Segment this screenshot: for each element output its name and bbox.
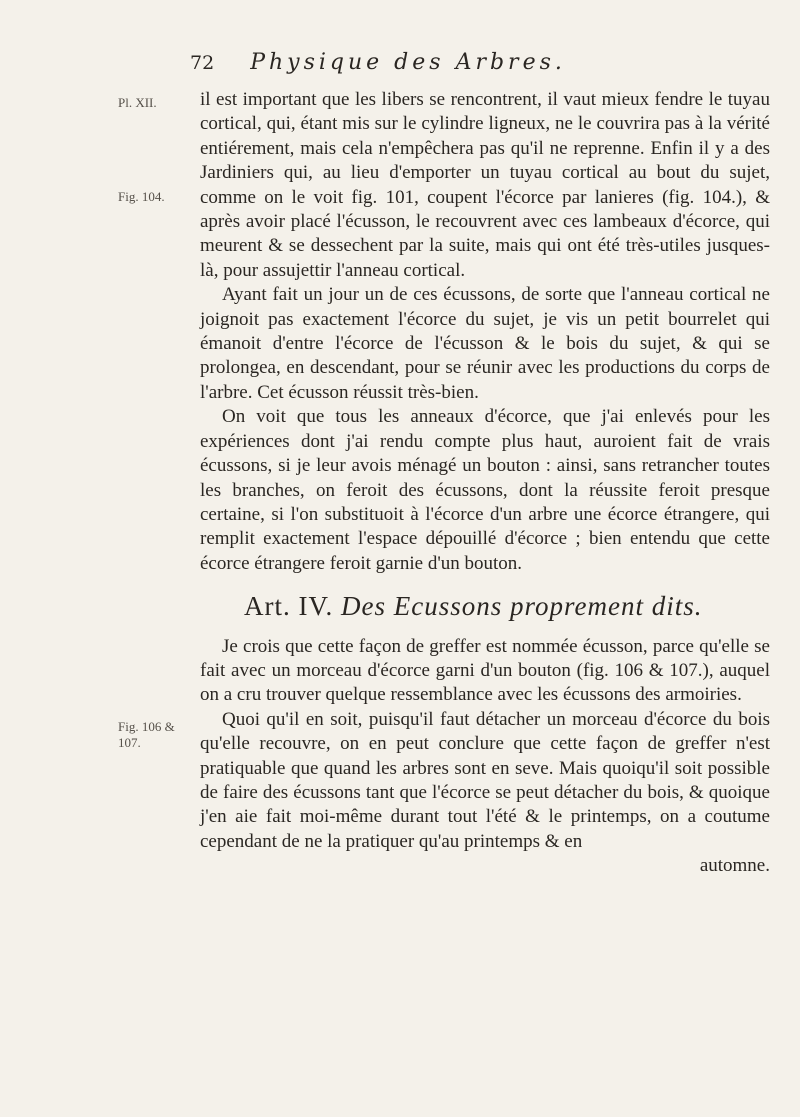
paragraph: On voit que tous les anneaux d'écorce, que j'ai enlevés pour les expériences dont j'ai rendu compte plus haut, auroient fait de vrais écussons, si je leur avois ménagé un bouton : ainsi, sans retrancher toutes les branches, on feroit des écussons, dont la réussite feroit presque certaine, si l'on substituoit à l'écorce d'un arbre une écorce étrangere, qui remplit exactement l'espace dépouillé d'écorce ; bien entendu que cette écorce étrangere feroit garnie d'un bouton. [200, 406, 770, 574]
margin-note-plate: Pl. XII. [118, 95, 157, 110]
page-number: 72 [190, 52, 215, 74]
margin-note-fig-107: 107. [118, 735, 141, 750]
article-heading [244, 591, 770, 622]
running-header [190, 50, 750, 75]
article-label: Art. IV. [244, 591, 334, 622]
last-word: automne. [699, 855, 770, 877]
running-title: Physique des Arbres. [250, 50, 566, 75]
margin-note-fig-104: Fig. 104. [118, 189, 165, 204]
paragraph: Ayant fait un jour un de ces écussons, de sorte que l'anneau cortical ne joignoit pas exactement l'écorce du sujet, je vis un petit bourrelet qui émanoit d'entre l'écorce de l'écusson & le bois du sujet, & qui se prolongea, en descendant, pour se réunir avec les productions du corps de l'arbre. Cet écusson réussit très-bien. [200, 284, 770, 403]
article-title: Des Ecussons proprement dits. [341, 591, 703, 622]
paragraph: il est important que les libers se rencontrent, il vaut mieux fendre le tuyau cortical, qui, étant mis sur le cylindre ligneux, ne le couvrira pas à la vérité entiérement, mais cela n'empêchera pas qu'il ne reprenne. Enfin il y a des Jardiniers qui, au lieu d'emporter un tuyau cortical au bout du sujet, comme on le voit fig. 101, coupent l'écorce par lanieres (fig. 104.), & après avoir placé l'écusson, le recouvrent avec ces lambeaux d'écorce, qui meurent & se dessechent par la suite, mais qui ont été très-utiles jusques-là, pour assujettir l'anneau cortical. [200, 89, 770, 281]
body-text [200, 88, 770, 879]
paragraph: Quoi qu'il en soit, puisqu'il faut détacher un morceau d'écorce du bois qu'elle recouvre, on en peut conclure que cette façon de greffer n'est pratiquable que quand les arbres sont en seve. Mais quoiqu'il soit possible de faire des écussons tant que l'écorce se peut détacher du bois, & quoique j'en aie fait moi-même durant tout l'été & le printemps, on a coutume cependant de ne la pratiquer qu'au printemps & en [200, 708, 770, 852]
paragraph: Je crois que cette façon de greffer est nommée écusson, parce qu'elle se fait avec un morceau d'écorce garni d'un bouton (fig. 106 & 107.), auquel on a cru trouver quelque ressemblance avec les écussons des armoiries. [200, 635, 770, 706]
margin-note-fig-106: Fig. 106 & [118, 719, 175, 734]
